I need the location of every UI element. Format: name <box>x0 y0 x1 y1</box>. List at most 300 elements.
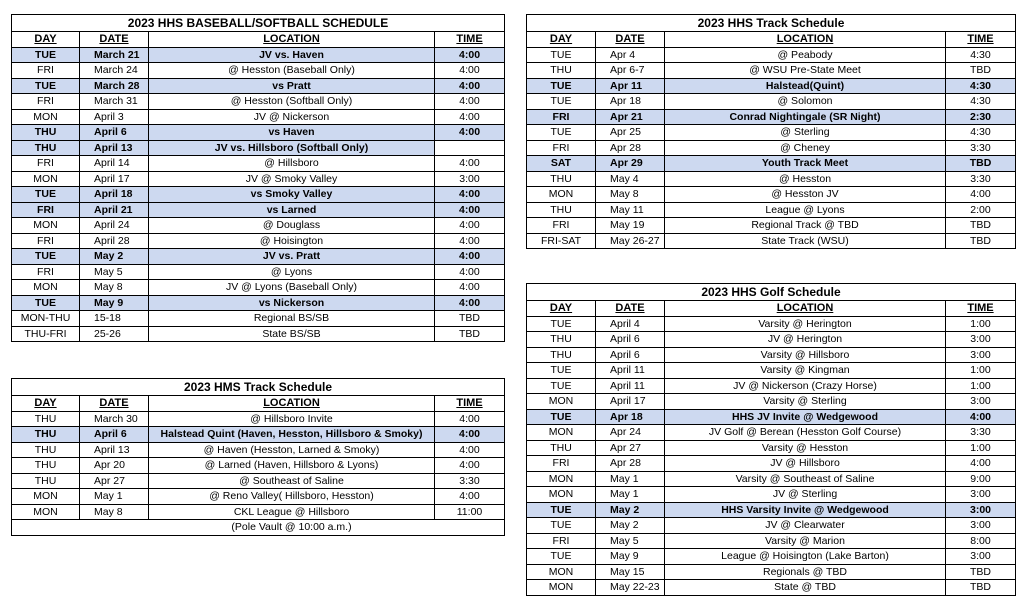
cell-location: JV @ Hillsboro <box>665 456 946 472</box>
cell-time: 8:00 <box>946 533 1016 549</box>
cell-time: 4:00 <box>435 458 505 474</box>
highlighted-row <box>12 47 505 63</box>
cell-location: JV @ Herington <box>665 332 946 348</box>
cell-time: 2:30 <box>946 109 1016 125</box>
cell-date: Apr 11 <box>596 78 665 94</box>
cell-location: Varsity @ Herington <box>665 316 946 332</box>
cell-location: JV @ Clearwater <box>665 518 946 534</box>
cell-date: March 21 <box>80 47 149 63</box>
cell-time: 4:00 <box>435 427 505 443</box>
cell-date: April 11 <box>596 378 665 394</box>
cell-location: @ Peabody <box>665 47 946 63</box>
cell-day: TUE <box>527 125 596 141</box>
highlighted-row <box>12 187 505 203</box>
cell-day: MON <box>12 218 80 234</box>
schedule-title: 2023 HHS Track Schedule <box>527 15 1016 32</box>
schedule-title-row <box>527 284 1016 301</box>
table-row <box>527 187 1016 203</box>
cell-time: TBD <box>946 580 1016 596</box>
header-day: DAY <box>527 32 596 48</box>
cell-day: MON <box>527 471 596 487</box>
table-row <box>12 504 505 520</box>
cell-location: @ WSU Pre-State Meet <box>665 63 946 79</box>
cell-time: 1:00 <box>946 378 1016 394</box>
cell-location: Halstead(Quint) <box>665 78 946 94</box>
cell-location: Conrad Nightingale (SR Night) <box>665 109 946 125</box>
cell-location: State BS/SB <box>149 326 435 342</box>
cell-location: @ Hesston (Softball Only) <box>149 94 435 110</box>
cell-date: April 17 <box>80 171 149 187</box>
cell-location: Regional Track @ TBD <box>665 218 946 234</box>
cell-day: THU <box>527 171 596 187</box>
cell-day: TUE <box>527 409 596 425</box>
header-location: LOCATION <box>665 301 946 317</box>
cell-location: State Track (WSU) <box>665 233 946 249</box>
cell-location: JV vs. Hillsboro (Softball Only) <box>149 140 435 156</box>
golf-schedule-table <box>526 283 1016 596</box>
highlighted-row <box>12 427 505 443</box>
cell-day: FRI <box>12 63 80 79</box>
cell-location: JV @ Nickerson (Crazy Horse) <box>665 378 946 394</box>
header-date: DATE <box>80 396 149 412</box>
cell-location: @ Hoisington <box>149 233 435 249</box>
cell-time: 1:00 <box>946 316 1016 332</box>
table-row <box>12 311 505 327</box>
table-row <box>527 63 1016 79</box>
cell-time: 4:00 <box>435 218 505 234</box>
table-row <box>12 218 505 234</box>
cell-time: 3:00 <box>946 502 1016 518</box>
cell-date: May 9 <box>596 549 665 565</box>
cell-day: FRI <box>12 94 80 110</box>
cell-time: 3:00 <box>946 332 1016 348</box>
cell-location: League @ Hoisington (Lake Barton) <box>665 549 946 565</box>
cell-time: 4:30 <box>946 125 1016 141</box>
cell-day: FRI <box>12 233 80 249</box>
cell-location: @ Cheney <box>665 140 946 156</box>
header-location: LOCATION <box>149 396 435 412</box>
center-divider <box>504 14 505 38</box>
cell-time: 3:00 <box>946 487 1016 503</box>
cell-time: 4:30 <box>946 47 1016 63</box>
cell-day: THU-FRI <box>12 326 80 342</box>
cell-location: @ Hesston (Baseball Only) <box>149 63 435 79</box>
cell-time: 4:00 <box>435 47 505 63</box>
cell-date: May 4 <box>596 171 665 187</box>
cell-day: TUE <box>12 249 80 265</box>
cell-location: @ Solomon <box>665 94 946 110</box>
cell-location: JV vs. Pratt <box>149 249 435 265</box>
header-date: DATE <box>596 301 665 317</box>
cell-date: 15-18 <box>80 311 149 327</box>
table-row <box>527 580 1016 596</box>
cell-day: MON <box>527 425 596 441</box>
cell-day: FRI-SAT <box>527 233 596 249</box>
cell-day: TUE <box>12 78 80 94</box>
table-row <box>527 440 1016 456</box>
header-time: TIME <box>435 32 505 48</box>
cell-time: TBD <box>946 218 1016 234</box>
cell-location: vs Smoky Valley <box>149 187 435 203</box>
table-row <box>12 280 505 296</box>
cell-date: April 6 <box>596 347 665 363</box>
cell-time: 4:00 <box>435 442 505 458</box>
schedule-title-row <box>12 15 505 32</box>
cell-location: @ Sterling <box>665 125 946 141</box>
header-row <box>527 32 1016 48</box>
cell-day: THU <box>527 202 596 218</box>
cell-location: HHS JV Invite @ Wedgewood <box>665 409 946 425</box>
cell-time: 4:00 <box>435 78 505 94</box>
cell-day: TUE <box>12 295 80 311</box>
cell-location: State @ TBD <box>665 580 946 596</box>
cell-date: April 28 <box>80 233 149 249</box>
table-row <box>527 378 1016 394</box>
cell-time: 4:00 <box>435 489 505 505</box>
cell-date: April 4 <box>596 316 665 332</box>
cell-time: TBD <box>435 326 505 342</box>
table-row <box>12 411 505 427</box>
cell-date: May 19 <box>596 218 665 234</box>
cell-day: THU <box>527 63 596 79</box>
header-day: DAY <box>12 396 80 412</box>
cell-date: May 1 <box>80 489 149 505</box>
table-row <box>12 171 505 187</box>
table-row <box>527 518 1016 534</box>
table-row <box>527 363 1016 379</box>
cell-day: MON <box>12 109 80 125</box>
cell-time: TBD <box>946 63 1016 79</box>
cell-time: 3:00 <box>946 518 1016 534</box>
cell-day: FRI <box>12 202 80 218</box>
table-row <box>527 487 1016 503</box>
cell-day: THU <box>12 473 80 489</box>
cell-date: Apr 28 <box>596 140 665 156</box>
cell-location: Varsity @ Hesston <box>665 440 946 456</box>
cell-day: FRI <box>12 156 80 172</box>
header-time: TIME <box>946 32 1016 48</box>
header-date: DATE <box>80 32 149 48</box>
cell-date: May 1 <box>596 487 665 503</box>
highlighted-row <box>12 202 505 218</box>
cell-location: Varsity @ Southeast of Saline <box>665 471 946 487</box>
cell-time: 4:30 <box>946 94 1016 110</box>
cell-date: May 26-27 <box>596 233 665 249</box>
table-row <box>527 471 1016 487</box>
table-row <box>527 533 1016 549</box>
cell-time: 4:00 <box>435 63 505 79</box>
header-location: LOCATION <box>665 32 946 48</box>
header-location: LOCATION <box>149 32 435 48</box>
cell-time: 4:00 <box>435 249 505 265</box>
table-row <box>12 156 505 172</box>
note-spacer <box>435 520 505 536</box>
schedule-title-row <box>12 379 505 396</box>
schedule-title: 2023 HHS Golf Schedule <box>527 284 1016 301</box>
cell-date: May 2 <box>80 249 149 265</box>
cell-location: Regional BS/SB <box>149 311 435 327</box>
cell-time: 4:00 <box>435 202 505 218</box>
cell-day: FRI <box>527 140 596 156</box>
cell-date: Apr 28 <box>596 456 665 472</box>
table-row <box>12 94 505 110</box>
cell-day: TUE <box>527 518 596 534</box>
cell-time: 4:00 <box>435 125 505 141</box>
table-row <box>12 489 505 505</box>
highlighted-row <box>12 140 505 156</box>
note-spacer <box>80 520 149 536</box>
cell-date: April 6 <box>596 332 665 348</box>
cell-day: MON <box>527 394 596 410</box>
cell-day: THU <box>12 411 80 427</box>
cell-time: 3:00 <box>946 347 1016 363</box>
cell-location: HHS Varsity Invite @ Wedgewood <box>665 502 946 518</box>
cell-day: THU <box>12 458 80 474</box>
table-row <box>527 332 1016 348</box>
cell-date: May 11 <box>596 202 665 218</box>
cell-time: 3:00 <box>946 394 1016 410</box>
cell-day: TUE <box>527 363 596 379</box>
cell-day: MON <box>12 280 80 296</box>
cell-location: JV @ Smoky Valley <box>149 171 435 187</box>
cell-day: TUE <box>527 47 596 63</box>
cell-time: 3:30 <box>435 473 505 489</box>
cell-date: Apr 21 <box>596 109 665 125</box>
table-row <box>527 316 1016 332</box>
cell-time: 11:00 <box>435 504 505 520</box>
cell-time: 4:00 <box>435 187 505 203</box>
cell-location: @ Hillsboro <box>149 156 435 172</box>
cell-location: Varsity @ Kingman <box>665 363 946 379</box>
cell-date: May 5 <box>80 264 149 280</box>
note-spacer <box>12 520 80 536</box>
table-row <box>12 109 505 125</box>
cell-day: FRI <box>527 109 596 125</box>
table-row <box>527 171 1016 187</box>
cell-date: Apr 29 <box>596 156 665 172</box>
cell-day: TUE <box>12 47 80 63</box>
cell-location: @ Hillsboro Invite <box>149 411 435 427</box>
cell-location: Varsity @ Hillsboro <box>665 347 946 363</box>
cell-day: TUE <box>12 187 80 203</box>
cell-date: Apr 20 <box>80 458 149 474</box>
cell-time: TBD <box>946 564 1016 580</box>
cell-day: TUE <box>527 94 596 110</box>
cell-location: @ Hesston <box>665 171 946 187</box>
cell-day: TUE <box>527 502 596 518</box>
cell-date: May 8 <box>80 280 149 296</box>
cell-day: FRI <box>527 456 596 472</box>
table-row <box>12 63 505 79</box>
cell-day: TUE <box>527 549 596 565</box>
header-row <box>12 32 505 48</box>
cell-day: MON <box>527 564 596 580</box>
cell-time: 4:00 <box>435 280 505 296</box>
cell-location: Varsity @ Marion <box>665 533 946 549</box>
cell-date: May 5 <box>596 533 665 549</box>
cell-time: 3:30 <box>946 140 1016 156</box>
cell-date: Apr 6-7 <box>596 63 665 79</box>
cell-day: THU <box>12 140 80 156</box>
cell-location: vs Larned <box>149 202 435 218</box>
header-row <box>12 396 505 412</box>
table-row <box>12 458 505 474</box>
cell-time: 4:00 <box>946 456 1016 472</box>
header-row <box>527 301 1016 317</box>
table-row <box>527 394 1016 410</box>
cell-location: Youth Track Meet <box>665 156 946 172</box>
cell-day: THU <box>12 125 80 141</box>
cell-day: THU <box>527 347 596 363</box>
cell-day: MON <box>527 187 596 203</box>
cell-date: May 2 <box>596 502 665 518</box>
cell-location: Varsity @ Sterling <box>665 394 946 410</box>
cell-day: THU <box>527 332 596 348</box>
cell-date: April 6 <box>80 427 149 443</box>
cell-location: JV vs. Haven <box>149 47 435 63</box>
cell-location: @ Douglass <box>149 218 435 234</box>
table-row <box>527 125 1016 141</box>
cell-date: Apr 25 <box>596 125 665 141</box>
table-row <box>527 94 1016 110</box>
cell-date: Apr 27 <box>596 440 665 456</box>
cell-time: 1:00 <box>946 363 1016 379</box>
cell-location: JV @ Lyons (Baseball Only) <box>149 280 435 296</box>
cell-date: April 3 <box>80 109 149 125</box>
cell-date: April 13 <box>80 442 149 458</box>
table-row <box>12 473 505 489</box>
cell-day: MON <box>12 489 80 505</box>
cell-time: 1:00 <box>946 440 1016 456</box>
cell-time: 4:00 <box>435 295 505 311</box>
cell-date: April 17 <box>596 394 665 410</box>
cell-day: SAT <box>527 156 596 172</box>
cell-date: May 22-23 <box>596 580 665 596</box>
cell-date: Apr 4 <box>596 47 665 63</box>
cell-date: May 15 <box>596 564 665 580</box>
header-date: DATE <box>596 32 665 48</box>
cell-location: CKL League @ Hillsboro <box>149 504 435 520</box>
cell-date: March 24 <box>80 63 149 79</box>
cell-time: 4:30 <box>946 78 1016 94</box>
highlighted-row <box>527 409 1016 425</box>
cell-time: 4:00 <box>435 156 505 172</box>
table-row <box>527 456 1016 472</box>
cell-date: April 13 <box>80 140 149 156</box>
cell-date: 25-26 <box>80 326 149 342</box>
cell-time: 4:00 <box>435 264 505 280</box>
highlighted-row <box>12 78 505 94</box>
cell-location: @ Larned (Haven, Hillsboro & Lyons) <box>149 458 435 474</box>
cell-date: March 31 <box>80 94 149 110</box>
cell-date: April 18 <box>80 187 149 203</box>
cell-time: 4:00 <box>435 109 505 125</box>
table-row <box>527 564 1016 580</box>
schedule-title-row <box>527 15 1016 32</box>
cell-day: THU <box>527 440 596 456</box>
highlighted-row <box>12 249 505 265</box>
cell-location: @ Lyons <box>149 264 435 280</box>
table-row <box>527 549 1016 565</box>
cell-date: April 6 <box>80 125 149 141</box>
cell-time: 3:00 <box>435 171 505 187</box>
cell-date: April 11 <box>596 363 665 379</box>
cell-location: vs Haven <box>149 125 435 141</box>
schedule-title: 2023 HMS Track Schedule <box>12 379 505 396</box>
cell-location: JV Golf @ Berean (Hesston Golf Course) <box>665 425 946 441</box>
cell-location: @ Southeast of Saline <box>149 473 435 489</box>
highlighted-row <box>527 109 1016 125</box>
cell-location: vs Pratt <box>149 78 435 94</box>
cell-time: 4:00 <box>946 187 1016 203</box>
cell-day: MON <box>527 580 596 596</box>
cell-date: May 2 <box>596 518 665 534</box>
cell-location: @ Haven (Hesston, Larned & Smoky) <box>149 442 435 458</box>
highlighted-row <box>12 295 505 311</box>
cell-time <box>435 140 505 156</box>
cell-time: 3:00 <box>946 549 1016 565</box>
cell-time: 4:00 <box>435 411 505 427</box>
cell-time: 9:00 <box>946 471 1016 487</box>
highlighted-row <box>527 502 1016 518</box>
hhs-track-schedule-table <box>526 14 1016 249</box>
cell-day: THU <box>12 442 80 458</box>
header-day: DAY <box>12 32 80 48</box>
cell-time: 3:30 <box>946 425 1016 441</box>
cell-date: April 24 <box>80 218 149 234</box>
cell-day: TUE <box>527 78 596 94</box>
cell-time: 2:00 <box>946 202 1016 218</box>
cell-day: FRI <box>12 264 80 280</box>
cell-date: April 14 <box>80 156 149 172</box>
hms-track-schedule-table <box>11 378 505 536</box>
highlighted-row <box>527 156 1016 172</box>
table-row <box>12 264 505 280</box>
table-row <box>527 47 1016 63</box>
cell-date: April 21 <box>80 202 149 218</box>
table-row <box>12 326 505 342</box>
cell-day: MON <box>12 171 80 187</box>
cell-time: 4:00 <box>435 233 505 249</box>
cell-date: Apr 18 <box>596 409 665 425</box>
cell-date: Apr 24 <box>596 425 665 441</box>
cell-date: March 28 <box>80 78 149 94</box>
cell-location: @ Hesston JV <box>665 187 946 203</box>
cell-location: Regionals @ TBD <box>665 564 946 580</box>
note-row <box>12 520 505 536</box>
table-row <box>12 233 505 249</box>
cell-time: 4:00 <box>435 94 505 110</box>
cell-date: May 8 <box>596 187 665 203</box>
cell-date: Apr 27 <box>80 473 149 489</box>
table-row <box>527 347 1016 363</box>
header-time: TIME <box>435 396 505 412</box>
table-row <box>527 233 1016 249</box>
highlighted-row <box>527 78 1016 94</box>
cell-day: MON <box>527 487 596 503</box>
table-row <box>527 425 1016 441</box>
cell-day: MON-THU <box>12 311 80 327</box>
cell-day: MON <box>12 504 80 520</box>
cell-date: March 30 <box>80 411 149 427</box>
pole-vault-note: (Pole Vault @ 10:00 a.m.) <box>149 520 435 536</box>
cell-date: Apr 18 <box>596 94 665 110</box>
table-row <box>12 442 505 458</box>
cell-date: May 8 <box>80 504 149 520</box>
cell-location: vs Nickerson <box>149 295 435 311</box>
cell-date: May 1 <box>596 471 665 487</box>
cell-location: JV @ Nickerson <box>149 109 435 125</box>
